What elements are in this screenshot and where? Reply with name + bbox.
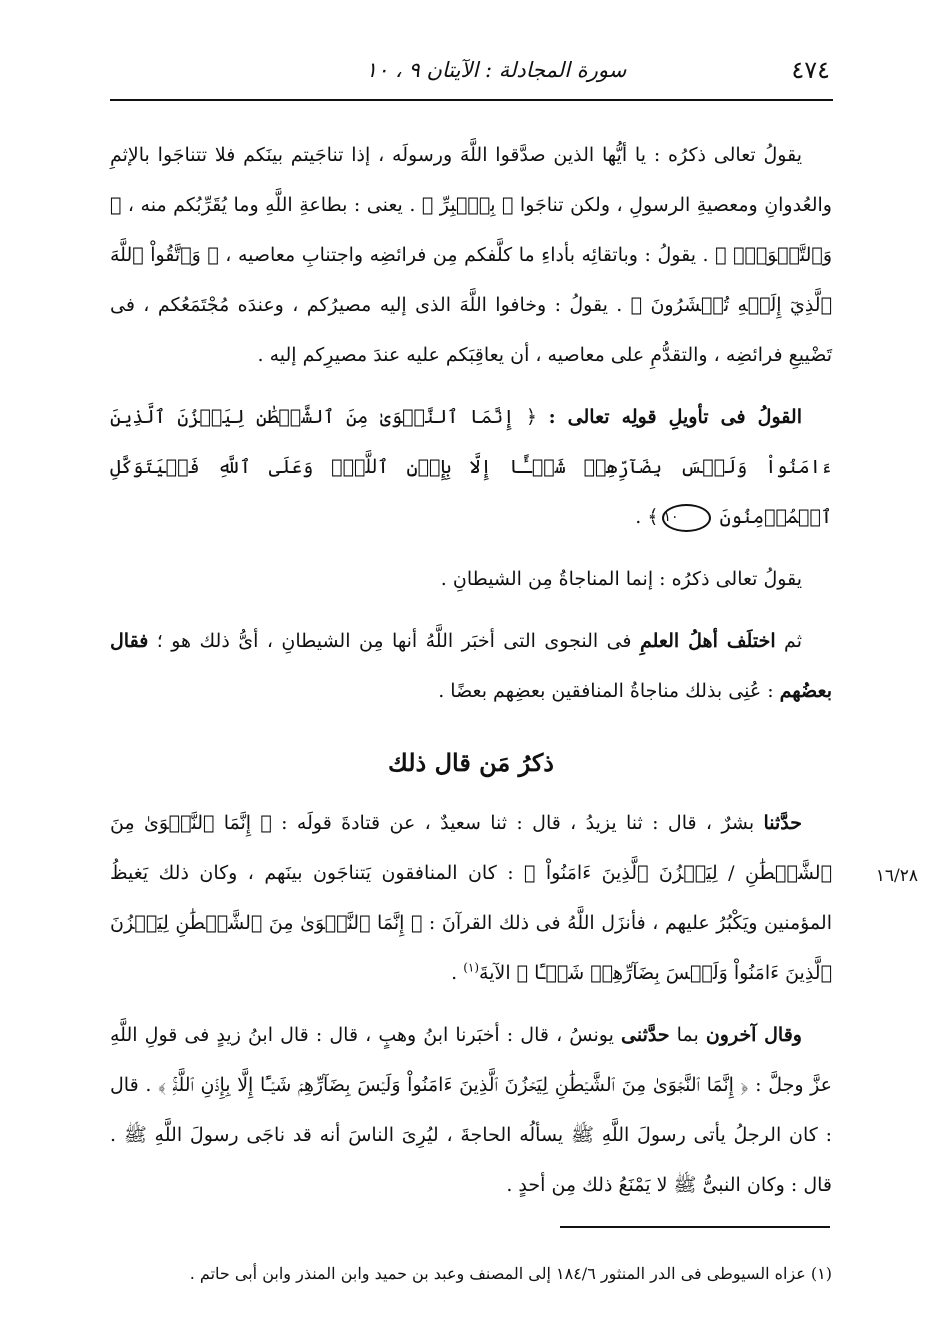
- p6-bold-narrated: حدَّثنى: [621, 1024, 670, 1046]
- p6-body: يونسُ ، قال : أخبَرنا ابنُ وهبٍ ، قال : قال ابنُ زيدٍ فى قولِ اللَّهِ عزَّ وجلَّ : ﴿ إِنَّمَا ٱلنَّجۡوَىٰ مِنَ ٱلشَّيۡطَٰنِ لِيَحۡزُنَ ٱلَّذِينَ ءَامَنُواْ وَلَيۡسَ بِضَآرِّهِمۡ شَيۡـًٔا إِلَّا بِإِذۡنِ ٱللَّهِۚ ﴾ . قال : كان الرجلُ يأتى رسولَ اللَّهِ ﷺ يسألُه الحاجةَ ، ليُرِىَ الناسَ أنه قد ناجَى رسولَ اللَّهِ ﷺ . قال : وكان النبىُّ ﷺ لا يَمْنَعُ ذلك مِن أحدٍ .: [110, 1024, 832, 1196]
- p6-bold-others: وقال آخرون: [705, 1024, 802, 1046]
- paragraph-3: يقولُ تعالى ذكرُه : إنما المناجاةُ مِن الشيطانِ .: [440, 568, 802, 590]
- p6-with: بما: [676, 1024, 699, 1046]
- p4-bold-scholars: اختلَف أهلُ العلمِ: [639, 630, 776, 652]
- footnote-marker: (١): [463, 960, 480, 975]
- paragraph-4: [110, 616, 832, 716]
- p5-body: بشرٌ ، قال : ثنا يزيدُ ، قال : ثنا سعيدٌ ، عن قتادةَ قولَه : ﴿ إِنَّمَا ٱلنَّجۡوَىٰ مِنَ ٱلشَّيۡطَٰنِ / لِيَحۡزُنَ ٱلَّذِينَ ءَامَنُواْ ﴾ : كان المنافقون يَتناجَون بينَهم ، وكان ذلك يَغيظُ المؤمنين ويَكْبُرُ عليهم ، فأنزَل اللَّهُ فى ذلك القرآنَ : ﴿ إِنَّمَا ٱلنَّجۡوَىٰ مِنَ ٱلشَّيۡطَٰنِ لِيَحۡزُنَ ٱلَّذِينَ ءَامَنُواْ وَلَيۡسَ بِضَآرِّهِمۡ شَيۡـًٔا ﴾ الآيةَ: [110, 812, 832, 984]
- quran-verse: ﴿ إِنَّمَا ٱلنَّجۡوَىٰ مِنَ ٱلشَّيۡطَٰنِ لِيَحۡزُنَ ٱلَّذِينَ ءَامَنُواْ وَلَيۡسَ بِضَآرِّهِمۡ شَيۡـًٔا إِلَّا بِإِذۡنِ ٱللَّهِۚ وَعَلَى ٱللَّهِ فَلۡيَتَوَكَّلِ ٱلۡمُؤۡمِنُونَ: [110, 406, 832, 528]
- paragraph-6: [110, 1010, 832, 1210]
- page-number: ٤٧٤: [791, 56, 830, 84]
- verse-close: ﴾ .: [635, 506, 659, 528]
- main-text: [110, 130, 832, 1210]
- sura-title: سورة المجادلة : الآيتان ٩ ، ١٠: [365, 58, 627, 82]
- p4-part-c: فى النجوى التى أخبَر اللَّهُ أنها مِن الشيطانِ ، أىُّ ذلك هو ؛: [156, 630, 632, 652]
- p4-part-e: : عُنِى بذلك مناجاةُ المنافقين بعضِهم بعضًا .: [438, 680, 774, 702]
- paragraph-5: [110, 798, 832, 998]
- margin-reference: ١٦/٢٨: [875, 866, 918, 886]
- p4-part-a: ثم: [784, 630, 802, 652]
- p5-end: .: [451, 962, 464, 984]
- p5-bold-narrated: حدَّثنا: [763, 812, 802, 834]
- running-header: [110, 52, 830, 92]
- p4-bold-some-said: فقال بعضُهم: [110, 630, 832, 702]
- paragraph-1: يقولُ تعالى ذكرُه : يا أيُّها الذين صدَّقوا اللَّهَ ورسولَه ، إذا تناجَيتم بينَكم فلا تتناجَوا بالإثمِ والعُدوانِ ومعصيةِ الرسولِ ، ولكن تناجَوا ﴿ بِٱلۡبِرِّ ﴾ . يعنى : بطاعةِ اللَّهِ وما يُقَرِّبُكم منه ، ﴿ وَٱلتَّقۡوَىٰۖ ﴾ . يقولُ : وباتقائِه بأداءِ ما كلَّفكم مِن فرائضِه واجتنابِ معاصيه ، ﴿ وَٱتَّقُواْ ٱللَّهَ ٱلَّذِيٓ إِلَيۡهِ تُحۡشَرُونَ ﴾ . يقولُ : وخافوا اللَّهَ الذى إليه مصيرُكم ، وعندَه مُجْتَمَعُكم ، فى تَضْييعِ فرائضِه ، والتقدُّمِ على معاصيه ، أن يعاقِبَكم عليه عندَ مصيرِكم إليه .: [110, 144, 832, 366]
- paragraph-2: [110, 392, 832, 542]
- section-heading: ذكرُ مَن قال ذلك: [388, 748, 554, 777]
- header-rule: [110, 99, 833, 101]
- tafsir-heading-lead: القولُ فى تأويلِ قولِه تعالى :: [548, 406, 802, 428]
- footnote-rule: [560, 1226, 830, 1228]
- ayah-number-marker: ١٠: [662, 504, 711, 532]
- footnote: (١) عزاه السيوطى فى الدر المنثور ١٨٤/٦ إلى المصنف وعبد بن حميد وابن المنذر وابن أبى حاتم .: [189, 1264, 832, 1283]
